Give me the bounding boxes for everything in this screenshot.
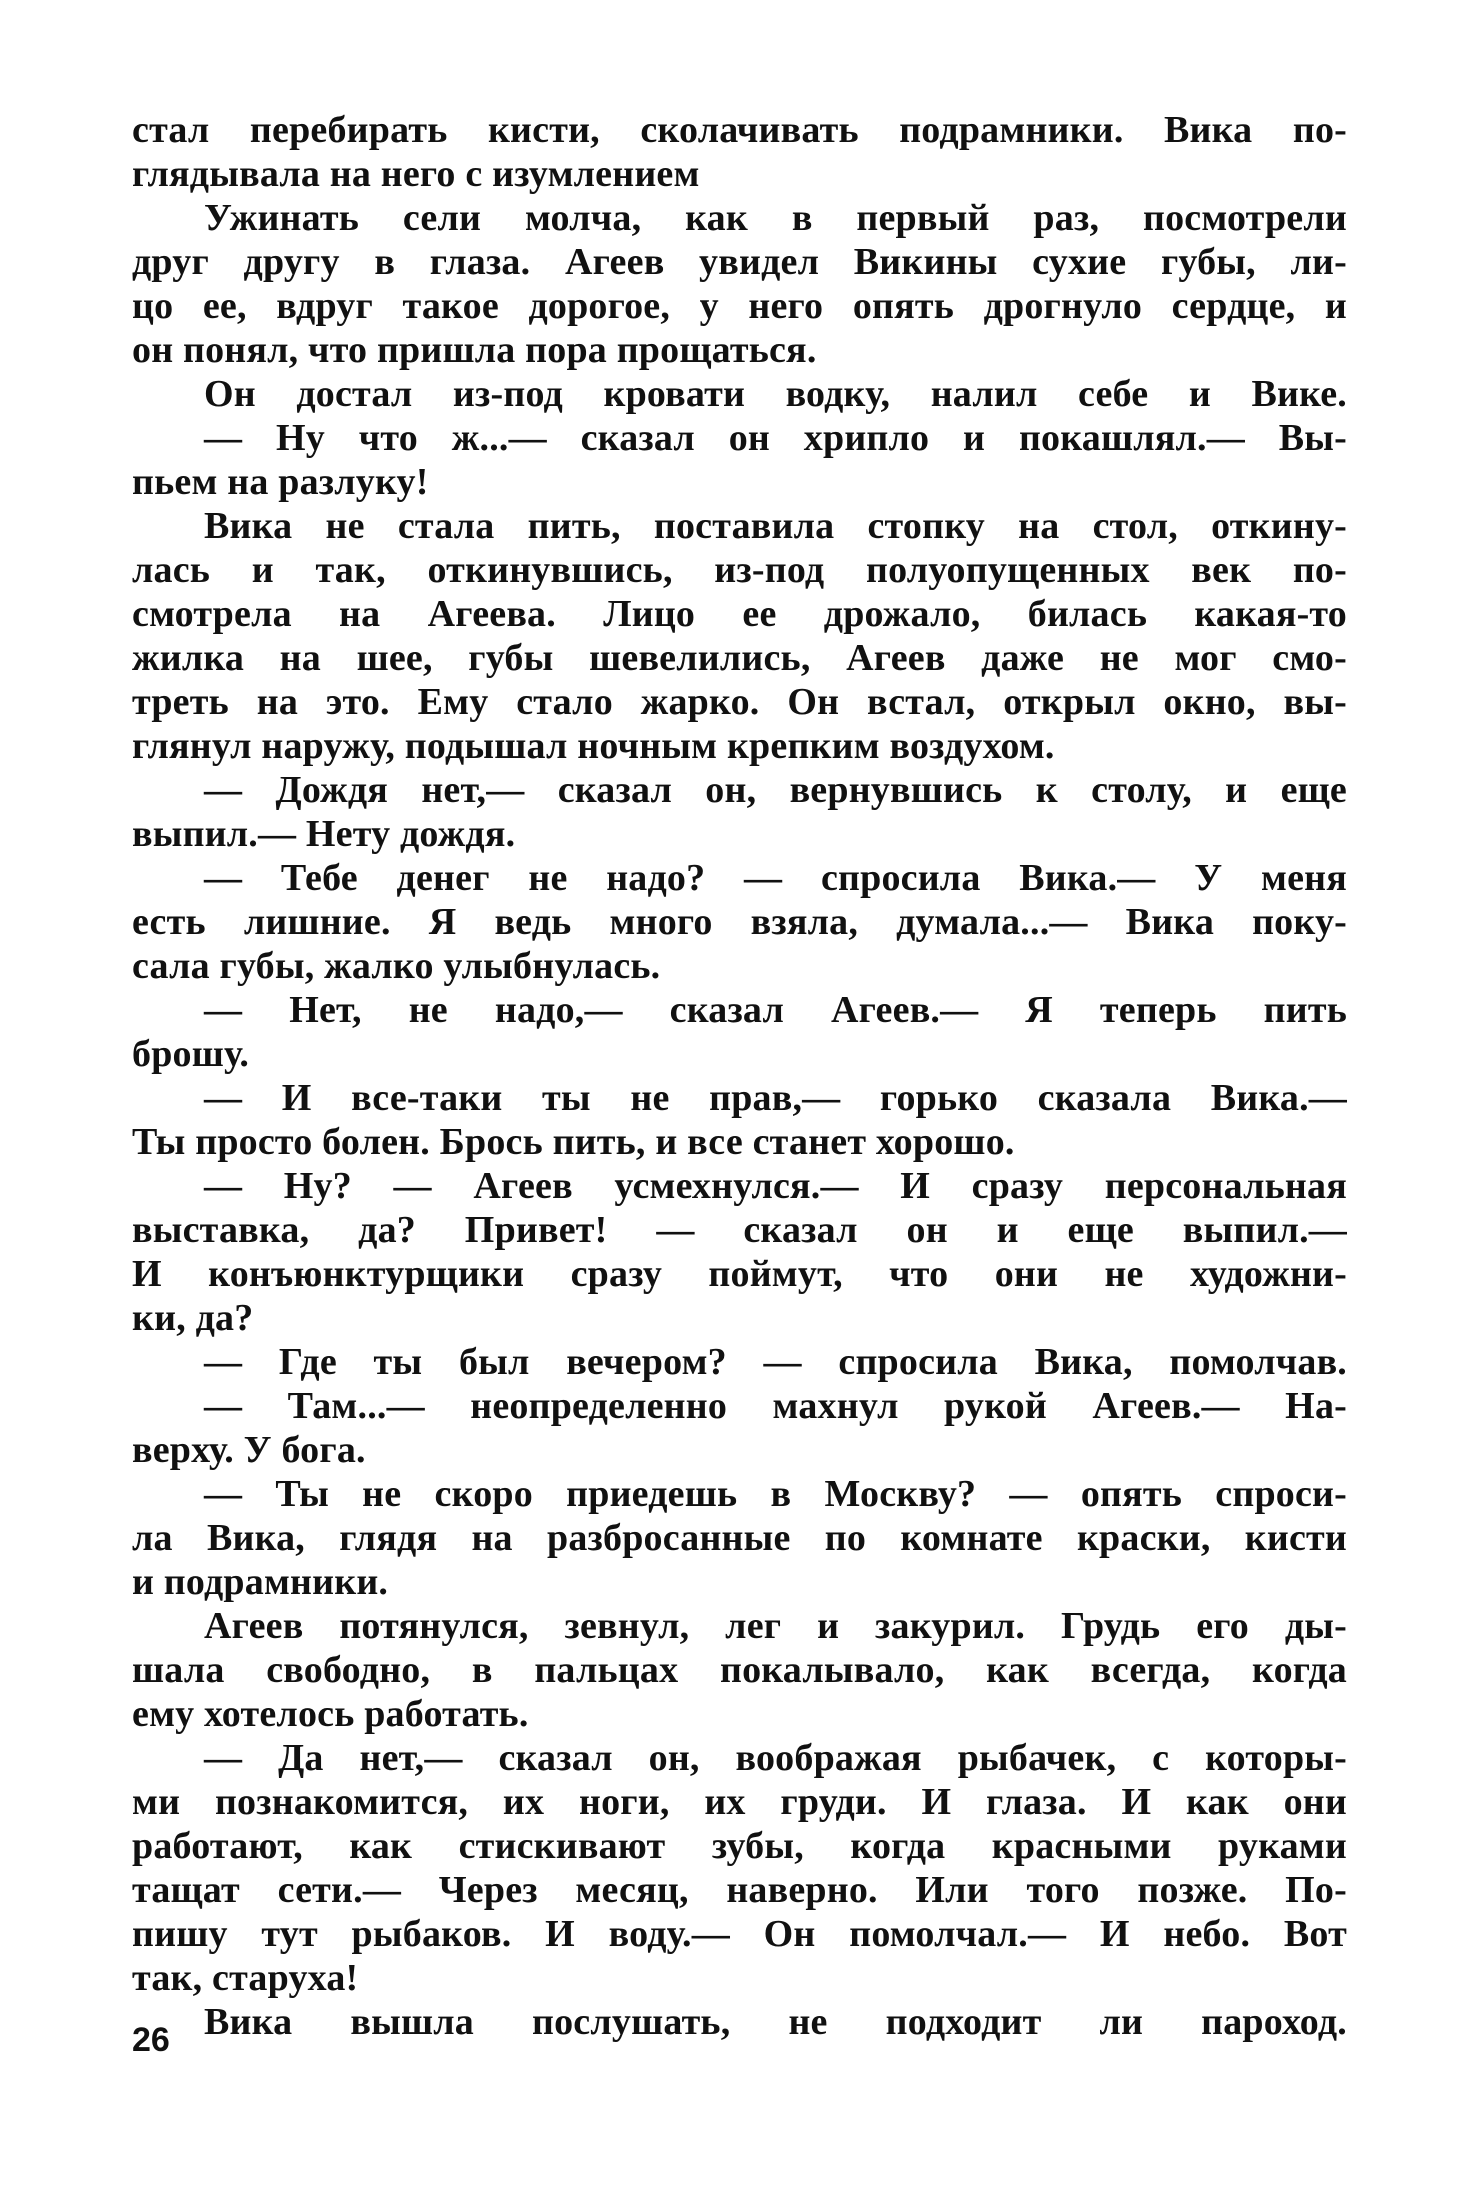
text-line: верху. У бога. [132,1429,366,1471]
text-line: он понял, что пришла пора прощаться. [132,329,817,371]
text-line: — Дождя нет,— сказал он, вернувшись к столу, и еще [204,769,1347,811]
text-line: — Где ты был вечером? — спросила Вика, помолчав. [204,1341,1347,1383]
text-line: так, старуха! [132,1957,359,1999]
text-line: друг другу в глаза. Агеев увидел Викины сухие губы, ли- [132,241,1347,283]
text-line: ла Вика, глядя на разбросанные по комнате краски, кисти [132,1517,1347,1559]
text-line: — Там...— неопределенно махнул рукой Агеев.— На- [204,1385,1347,1427]
body-text [132,108,1347,2044]
text-line: и подрамники. [132,1561,389,1603]
text-line: — Ты не скоро приедешь в Москву? — опять спроси- [204,1473,1347,1515]
text-line: выпил.— Нету дождя. [132,813,516,855]
text-line: Ужинать сели молча, как в первый раз, посмотрели [204,197,1347,239]
text-line: ему хотелось работать. [132,1693,529,1735]
text-line: выставка, да? Привет! — сказал он и еще выпил.— [132,1209,1347,1251]
text-line: Агеев потянулся, зевнул, лег и закурил. Грудь его ды- [204,1605,1347,1647]
text-line: — Ну? — Агеев усмехнулся.— И сразу персональная [204,1165,1347,1207]
text-line: работают, как стискивают зубы, когда красными руками [132,1825,1347,1867]
text-line: треть на это. Ему стало жарко. Он встал, открыл окно, вы- [132,681,1347,723]
text-line: — Тебе денег не надо? — спросила Вика.— У меня [204,857,1347,899]
text-line: брошу. [132,1033,250,1075]
text-line: жилка на шее, губы шевелились, Агеев даже не мог смо- [132,637,1347,679]
text-line: Он достал из-под кровати водку, налил себе и Вике. [204,373,1347,415]
text-line: глянул наружу, подышал ночным крепким воздухом. [132,725,1055,767]
text-line: И конъюнктурщики сразу поймут, что они не художни- [132,1253,1347,1295]
text-line: глядывала на него с изумлением [132,153,700,195]
text-line: — Нет, не надо,— сказал Агеев.— Я теперь пить [204,989,1347,1031]
text-line: стал перебирать кисти, сколачивать подрамники. Вика по- [132,109,1347,151]
text-line: ми познакомится, их ноги, их груди. И глаза. И как они [132,1781,1347,1823]
text-line: Ты просто болен. Брось пить, и все станет хорошо. [132,1121,1015,1163]
page-number: 26 [132,2021,170,2059]
text-line: есть лишние. Я ведь много взяла, думала...— Вика поку- [132,901,1347,943]
text-line: пьем на разлуку! [132,461,429,503]
text-line: Вика не стала пить, поставила стопку на стол, откину- [204,505,1347,547]
text-line: смотрела на Агеева. Лицо ее дрожало, билась какая-то [132,593,1347,635]
text-line: — И все-таки ты не прав,— горько сказала Вика.— [204,1077,1347,1119]
text-line: Вика вышла послушать, не подходит ли пароход. [204,2001,1347,2043]
text-line: пишу тут рыбаков. И воду.— Он помолчал.— И небо. Вот [132,1913,1347,1955]
text-line: — Ну что ж...— сказал он хрипло и покашлял.— Вы- [204,417,1347,459]
text-line: шала свободно, в пальцах покалывало, как всегда, когда [132,1649,1347,1691]
text-line: цо ее, вдруг такое дорогое, у него опять дрогнуло сердце, и [132,285,1347,327]
text-line: — Да нет,— сказал он, воображая рыбачек, с которы- [204,1737,1347,1779]
text-line: тащат сети.— Через месяц, наверно. Или того позже. По- [132,1869,1347,1911]
text-line: лась и так, откинувшись, из-под полуопущенных век по- [132,549,1347,591]
text-line: ки, да? [132,1297,254,1339]
text-line: сала губы, жалко улыбнулась. [132,945,661,987]
